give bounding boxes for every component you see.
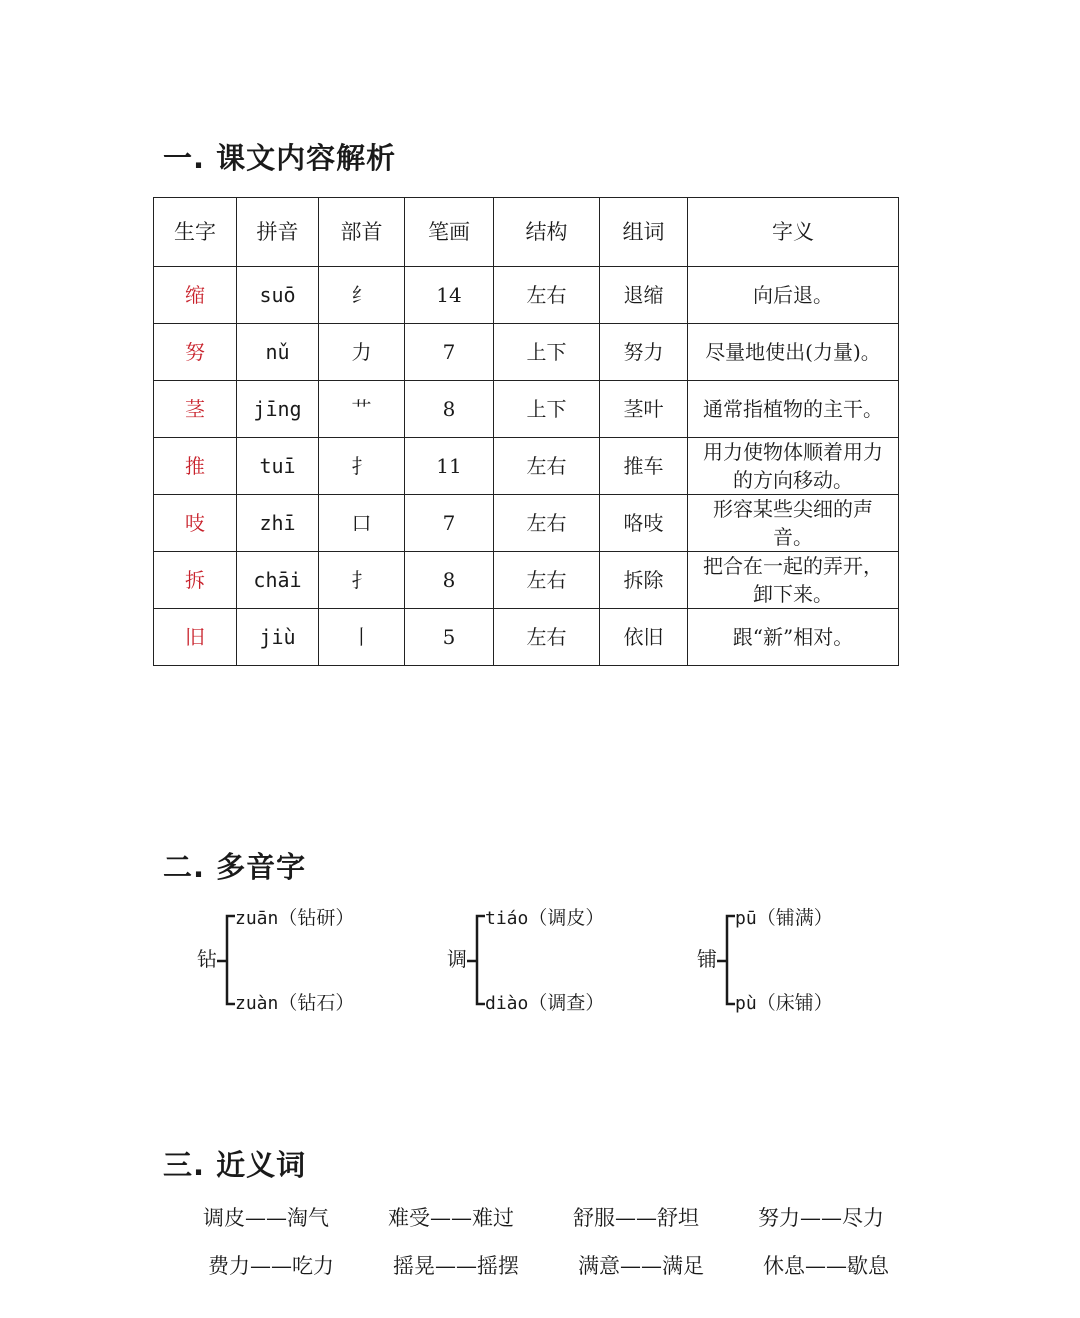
table-row	[154, 495, 899, 552]
cell-meaning: 把合在一起的弄开，卸下来。	[688, 552, 899, 609]
cell-structure: 左右	[494, 552, 600, 609]
synonym-pair: 努力——尽力	[758, 1206, 884, 1230]
character-table	[153, 197, 899, 666]
table-row	[154, 552, 899, 609]
table-row	[154, 381, 899, 438]
cell-word: 咯吱	[600, 495, 688, 552]
table-row	[154, 324, 899, 381]
cell-structure: 左右	[494, 438, 600, 495]
synonym-pair: 满意——满足	[578, 1254, 704, 1278]
polyphone-reading: pū（铺满）	[735, 907, 833, 929]
cell-char: 推	[154, 438, 237, 495]
cell-pinyin: nǔ	[237, 324, 319, 381]
polyphone-char: 调	[447, 947, 467, 971]
cell-char: 茎	[154, 381, 237, 438]
cell-word: 拆除	[600, 552, 688, 609]
cell-strokes: 7	[405, 495, 494, 552]
header-radical: 部首	[319, 198, 405, 267]
cell-char: 旧	[154, 609, 237, 666]
synonym-pair: 休息——歇息	[763, 1254, 889, 1278]
cell-word: 推车	[600, 438, 688, 495]
cell-strokes: 14	[405, 267, 494, 324]
polyphone-group	[697, 900, 897, 1020]
header-pinyin: 拼音	[237, 198, 319, 267]
cell-structure: 左右	[494, 495, 600, 552]
cell-strokes: 7	[405, 324, 494, 381]
cell-pinyin: jīng	[237, 381, 319, 438]
section-title-polyphonic: 二. 多音字	[163, 850, 307, 884]
polyphone-group	[197, 900, 397, 1020]
synonym-pair: 难受——难过	[388, 1206, 514, 1230]
cell-strokes: 8	[405, 381, 494, 438]
cell-meaning: 形容某些尖细的声音。	[688, 495, 899, 552]
cell-radical: 纟	[319, 267, 405, 324]
cell-radical: 口	[319, 495, 405, 552]
cell-meaning: 尽量地使出(力量)。	[688, 324, 899, 381]
cell-pinyin: jiù	[237, 609, 319, 666]
synonym-pair: 舒服——舒坦	[573, 1206, 699, 1230]
cell-radical: 扌	[319, 438, 405, 495]
cell-pinyin: zhī	[237, 495, 319, 552]
polyphone-char: 铺	[697, 947, 717, 971]
cell-pinyin: chāi	[237, 552, 319, 609]
header-meaning: 字义	[688, 198, 899, 267]
cell-meaning: 向后退。	[688, 267, 899, 324]
cell-strokes: 11	[405, 438, 494, 495]
bracket-icon	[717, 900, 737, 1020]
cell-char: 缩	[154, 267, 237, 324]
cell-char: 拆	[154, 552, 237, 609]
header-char: 生字	[154, 198, 237, 267]
polyphone-reading: tiáo（调皮）	[485, 907, 605, 929]
cell-meaning: 用力使物体顺着用力的方向移动。	[688, 438, 899, 495]
cell-word: 退缩	[600, 267, 688, 324]
cell-strokes: 5	[405, 609, 494, 666]
polyphone-reading: pù（床铺）	[735, 992, 833, 1014]
synonym-pair: 费力——吃力	[208, 1254, 334, 1278]
cell-pinyin: tuī	[237, 438, 319, 495]
cell-word: 依旧	[600, 609, 688, 666]
cell-structure: 上下	[494, 381, 600, 438]
bracket-icon	[467, 900, 487, 1020]
cell-word: 努力	[600, 324, 688, 381]
synonym-pair: 摇晃——摇摆	[393, 1254, 519, 1278]
bracket-icon	[217, 900, 237, 1020]
cell-radical: 力	[319, 324, 405, 381]
synonym-pair: 调皮——淘气	[203, 1206, 329, 1230]
cell-pinyin: suō	[237, 267, 319, 324]
cell-strokes: 8	[405, 552, 494, 609]
cell-structure: 上下	[494, 324, 600, 381]
polyphone-group	[447, 900, 647, 1020]
cell-char: 努	[154, 324, 237, 381]
cell-radical: 丨	[319, 609, 405, 666]
header-structure: 结构	[494, 198, 600, 267]
cell-meaning: 通常指植物的主干。	[688, 381, 899, 438]
cell-char: 吱	[154, 495, 237, 552]
table-header-row	[154, 198, 899, 267]
cell-meaning: 跟“新”相对。	[688, 609, 899, 666]
polyphone-reading: zuàn（钻石）	[235, 992, 355, 1014]
polyphone-reading: diào（调查）	[485, 992, 605, 1014]
cell-word: 茎叶	[600, 381, 688, 438]
header-strokes: 笔画	[405, 198, 494, 267]
cell-radical: 艹	[319, 381, 405, 438]
table-row	[154, 267, 899, 324]
polyphone-reading: zuān（钻研）	[235, 907, 355, 929]
polyphone-char: 钻	[197, 947, 217, 971]
section-title-lesson: 一. 课文内容解析	[163, 141, 397, 175]
header-word: 组词	[600, 198, 688, 267]
section-title-synonyms: 三. 近义词	[163, 1148, 307, 1182]
cell-structure: 左右	[494, 609, 600, 666]
table-row	[154, 438, 899, 495]
table-row	[154, 609, 899, 666]
cell-structure: 左右	[494, 267, 600, 324]
cell-radical: 扌	[319, 552, 405, 609]
